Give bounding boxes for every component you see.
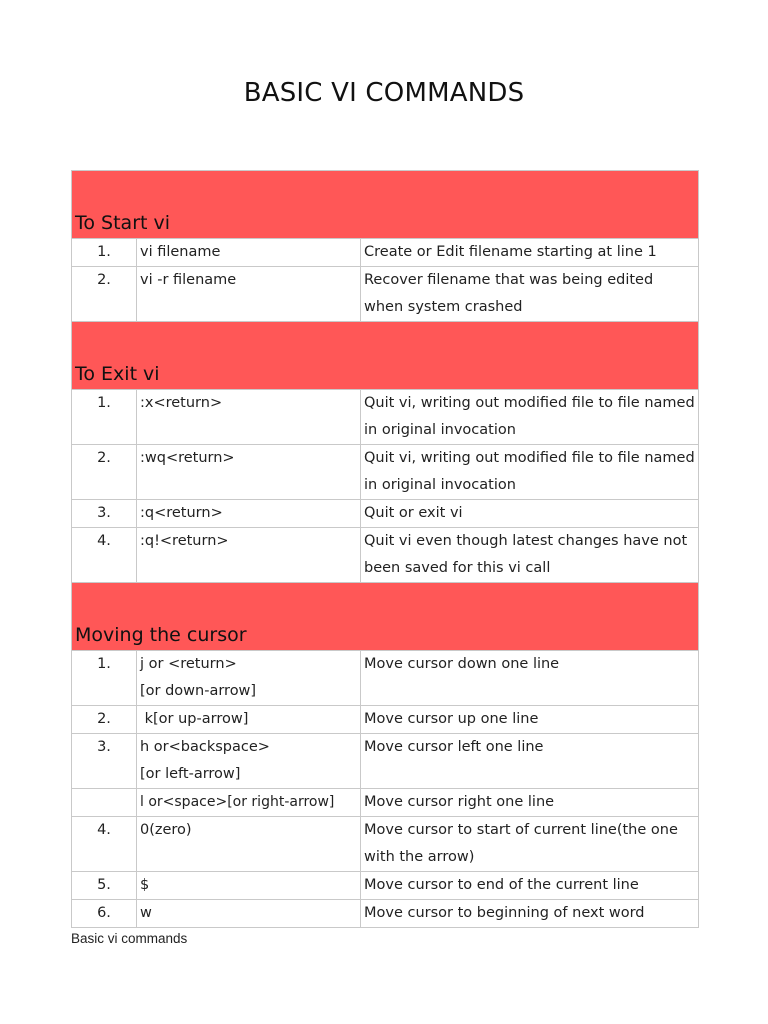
section-heading: To Start vi bbox=[72, 171, 699, 239]
command-cell: vi -r filename bbox=[137, 267, 361, 322]
description-cell: Quit vi, writing out modified file to file named in original invocation bbox=[361, 445, 699, 500]
description-cell: Quit or exit vi bbox=[361, 500, 699, 528]
description-cell: Move cursor to beginning of next word bbox=[361, 900, 699, 928]
section-header-row bbox=[72, 322, 699, 390]
table-row bbox=[72, 239, 699, 267]
footer-caption: Basic vi commands bbox=[71, 931, 188, 946]
table-row bbox=[72, 267, 699, 322]
table-row bbox=[72, 734, 699, 789]
table-row bbox=[72, 789, 699, 817]
row-number: 1. bbox=[72, 390, 137, 445]
row-number: 2. bbox=[72, 706, 137, 734]
description-cell: Move cursor up one line bbox=[361, 706, 699, 734]
row-number: 4. bbox=[72, 528, 137, 583]
row-number: 4. bbox=[72, 817, 137, 872]
section-header-row bbox=[72, 583, 699, 651]
command-cell: $ bbox=[137, 872, 361, 900]
description-cell: Create or Edit filename starting at line 1 bbox=[361, 239, 699, 267]
command-cell: l or<space>[or right-arrow] bbox=[137, 789, 361, 817]
row-number: 1. bbox=[72, 651, 137, 706]
table-row bbox=[72, 817, 699, 872]
description-cell: Quit vi even though latest changes have not been saved for this vi call bbox=[361, 528, 699, 583]
description-cell: Move cursor to start of current line(the one with the arrow) bbox=[361, 817, 699, 872]
command-cell: :q<return> bbox=[137, 500, 361, 528]
command-cell: w bbox=[137, 900, 361, 928]
row-number: 3. bbox=[72, 500, 137, 528]
row-number: 2. bbox=[72, 445, 137, 500]
command-cell: :q!<return> bbox=[137, 528, 361, 583]
table-row bbox=[72, 706, 699, 734]
command-cell: 0(zero) bbox=[137, 817, 361, 872]
table-row bbox=[72, 445, 699, 500]
command-cell: vi filename bbox=[137, 239, 361, 267]
table-row bbox=[72, 900, 699, 928]
row-number: 5. bbox=[72, 872, 137, 900]
table-row bbox=[72, 390, 699, 445]
description-cell: Move cursor right one line bbox=[361, 789, 699, 817]
section-header-row bbox=[72, 171, 699, 239]
table-row bbox=[72, 500, 699, 528]
section-heading: Moving the cursor bbox=[72, 583, 699, 651]
row-number: 1. bbox=[72, 239, 137, 267]
command-cell: j or <return> [or down-arrow] bbox=[137, 651, 361, 706]
table-row bbox=[72, 651, 699, 706]
description-cell: Quit vi, writing out modified file to file named in original invocation bbox=[361, 390, 699, 445]
row-number: 3. bbox=[72, 734, 137, 789]
command-cell: :x<return> bbox=[137, 390, 361, 445]
command-cell: k[or up-arrow] bbox=[137, 706, 361, 734]
row-number: 6. bbox=[72, 900, 137, 928]
description-cell: Recover filename that was being edited when system crashed bbox=[361, 267, 699, 322]
row-number bbox=[72, 789, 137, 817]
row-number: 2. bbox=[72, 267, 137, 322]
page-title: BASIC VI COMMANDS bbox=[243, 78, 525, 108]
table-row bbox=[72, 528, 699, 583]
table-row bbox=[72, 872, 699, 900]
description-cell: Move cursor down one line bbox=[361, 651, 699, 706]
commands-table bbox=[71, 170, 699, 928]
description-cell: Move cursor to end of the current line bbox=[361, 872, 699, 900]
command-cell: h or<backspace> [or left-arrow] bbox=[137, 734, 361, 789]
description-cell: Move cursor left one line bbox=[361, 734, 699, 789]
section-heading: To Exit vi bbox=[72, 322, 699, 390]
command-cell: :wq<return> bbox=[137, 445, 361, 500]
